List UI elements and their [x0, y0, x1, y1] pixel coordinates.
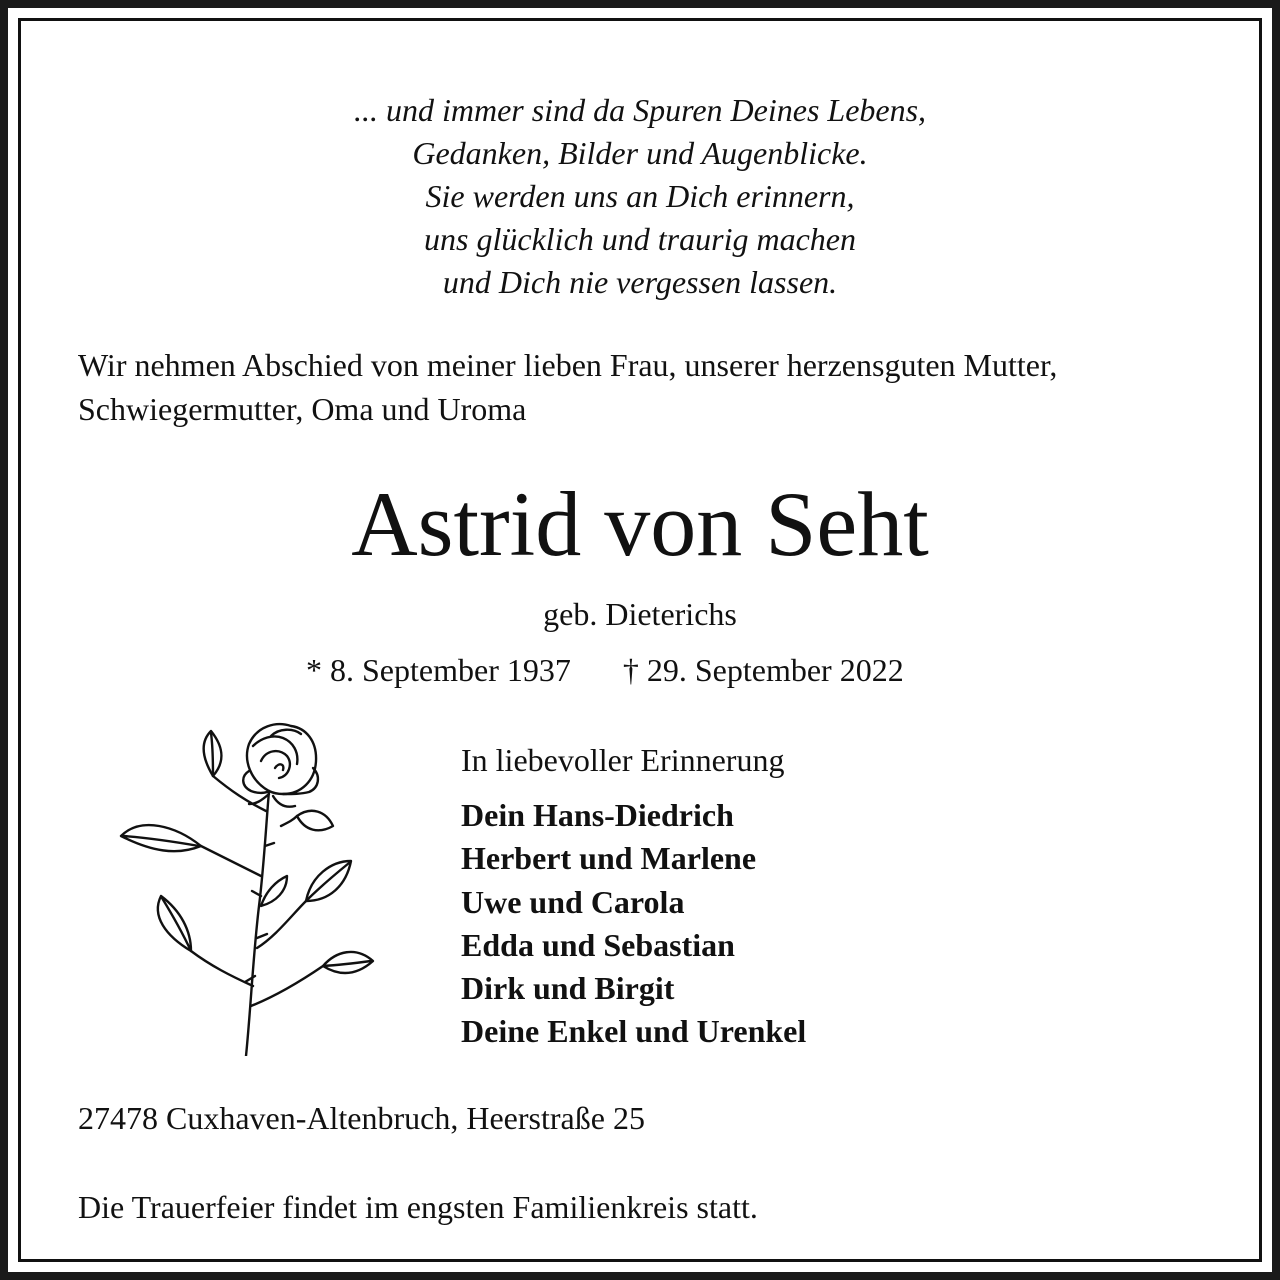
farewell-intro: [78, 343, 1238, 431]
intro-line: Wir nehmen Abschied von meiner lieben Frau, unserer herzensguten Mutter,: [78, 347, 1058, 383]
maiden-name: geb. Dieterichs: [543, 596, 737, 632]
family-list: [461, 794, 806, 1054]
deceased-name: Astrid von Seht: [351, 473, 929, 575]
obituary-card: [18, 18, 1262, 1262]
rose-leaf: [261, 876, 287, 906]
poem-line: Gedanken, Bilder und Augenblicke.: [412, 135, 868, 171]
rose-blossom: [247, 724, 316, 794]
family-member: Edda und Sebastian: [461, 926, 735, 963]
address: 27478 Cuxhaven-Altenbruch, Heerstraße 25: [78, 1100, 645, 1136]
family-member: Herbert und Marlene: [461, 840, 757, 877]
family-member: Dein Hans-Diedrich: [461, 797, 734, 833]
rose-leaf: [297, 811, 333, 831]
memory-label: In liebevoller Erinnerung: [461, 742, 785, 778]
family-member: Uwe und Carola: [461, 883, 685, 920]
rose-icon: [61, 676, 431, 1056]
poem: [21, 89, 1259, 304]
obituary-frame: [8, 8, 1272, 1272]
poem-line: Sie werden uns an Dich erinnern,: [425, 178, 855, 214]
poem-line: ... und immer sind da Spuren Deines Lebens,: [353, 92, 927, 128]
family-member: Deine Enkel und Urenkel: [461, 1013, 807, 1050]
poem-line: und Dich nie vergessen lassen.: [442, 264, 838, 300]
death-date: † 29. September 2022: [622, 652, 904, 688]
family-member: Dirk und Birgit: [461, 970, 675, 1007]
birth-date: * 8. September 1937: [306, 652, 571, 688]
intro-line: Schwiegermutter, Oma und Uroma: [78, 391, 527, 427]
rose-leaf: [121, 825, 201, 851]
rose-stem: [246, 791, 269, 1056]
poem-line: uns glücklich und traurig machen: [424, 221, 856, 257]
funeral-note: Die Trauerfeier findet im engsten Familienkreis statt.: [78, 1189, 758, 1225]
